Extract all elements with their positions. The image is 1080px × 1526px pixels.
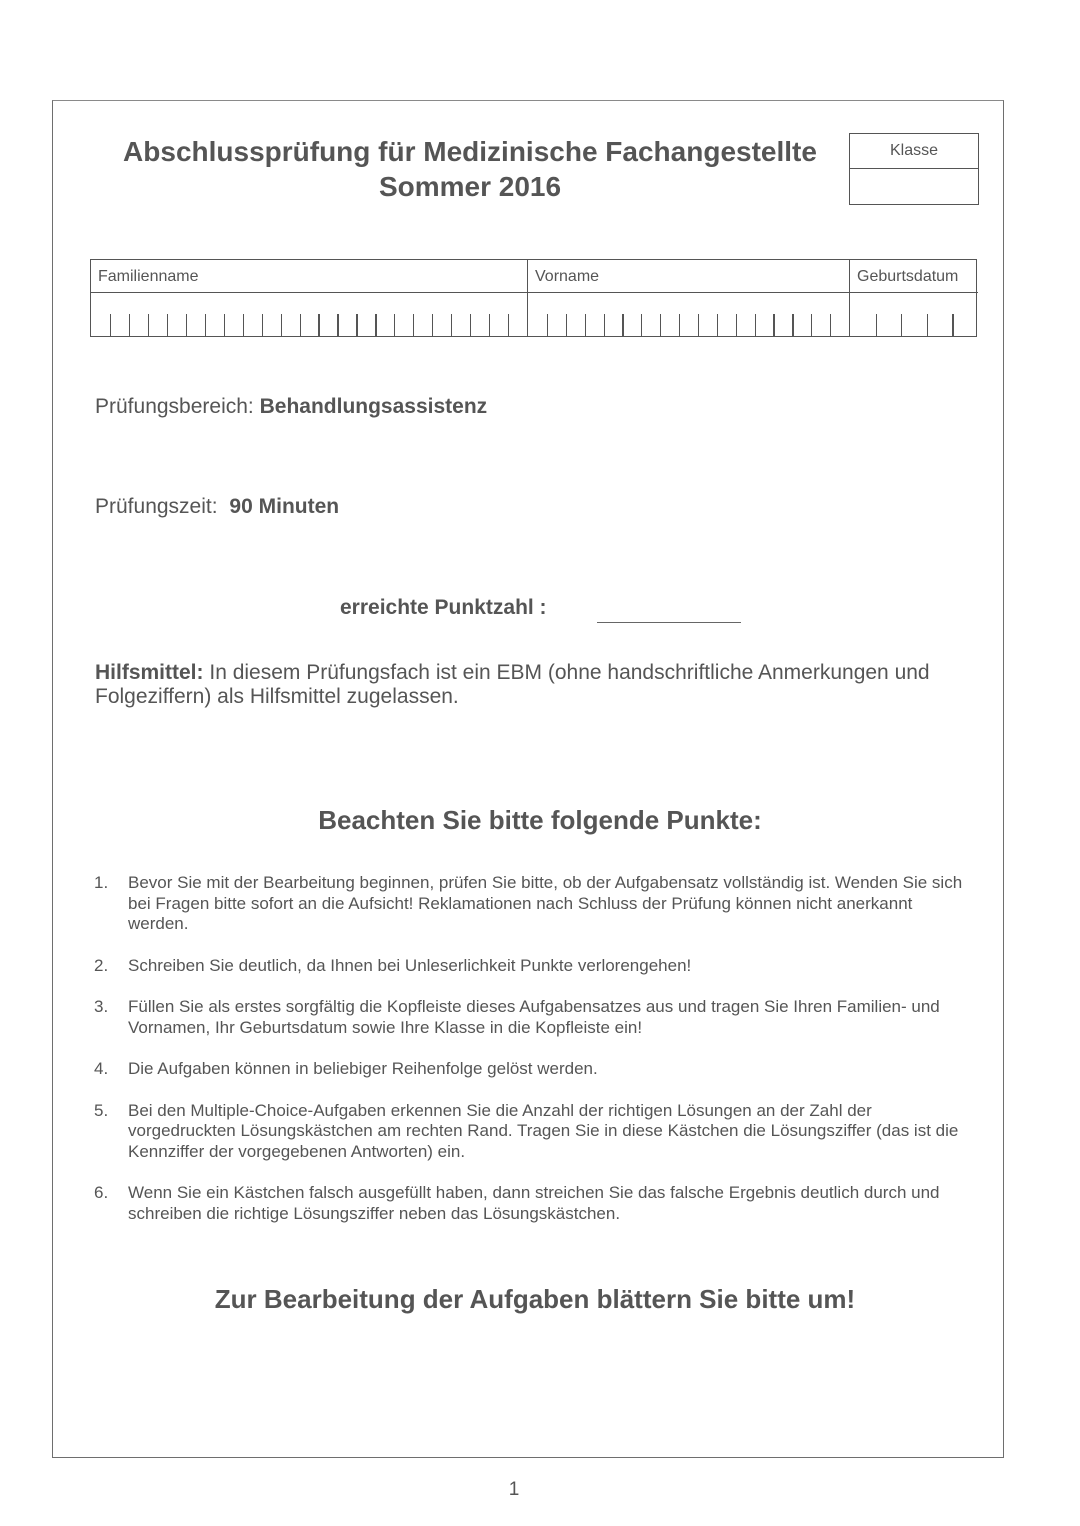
- comb-tick: [585, 314, 586, 336]
- comb-tick: [413, 314, 414, 336]
- comb-tick: [736, 314, 737, 336]
- familienname-label: Familienname: [91, 260, 527, 293]
- geburtsdatum-ticks: [850, 314, 978, 336]
- name-header-table: [90, 259, 977, 337]
- hilfsmittel-text: In diesem Prüfungsfach ist ein EBM (ohne handschriftliche Anmerkungen und Folgeziffern) als Hilfsmittel zugelassen.: [95, 661, 930, 708]
- instruction-number: 3.: [94, 997, 109, 1016]
- pruefungszeit-line: [95, 495, 339, 519]
- instruction-text: Die Aufgaben können in beliebiger Reihenfolge gelöst werden.: [128, 1059, 598, 1078]
- comb-tick: [262, 314, 263, 336]
- title-line-1: Abschlussprüfung für Medizinische Fachangestellte: [123, 136, 817, 167]
- comb-tick: [451, 314, 452, 336]
- comb-tick: [356, 314, 357, 336]
- instruction-number: 4.: [94, 1059, 109, 1078]
- vorname-ticks: [528, 314, 849, 336]
- comb-tick: [641, 314, 642, 336]
- pruefungsbereich-label: Prüfungsbereich:: [95, 395, 254, 418]
- comb-tick: [830, 314, 831, 336]
- page-turn-notice: Zur Bearbeitung der Aufgaben blättern Sie bitte um!: [214, 1284, 856, 1314]
- familienname-ticks: [91, 314, 527, 336]
- instructions-title: Beachten Sie bitte folgende Punkte:: [318, 805, 762, 835]
- hilfsmittel-block: [95, 661, 985, 709]
- pruefungsbereich-line: [95, 395, 487, 419]
- instruction-text: Bei den Multiple-Choice-Aufgaben erkennen Sie die Anzahl der richtigen Lösungen an der Zahl der vorgedruckten Lösungskästchen am rechten Rand. Tragen Sie in diese Kästchen die Lösungsziffer (das ist die Kennziffer der vorgegebenen Antworten) ein.: [128, 1100, 959, 1161]
- punktzahl-label: erreichte Punktzahl :: [340, 596, 547, 619]
- instruction-text: Wenn Sie ein Kästchen falsch ausgefüllt haben, dann streichen Sie das falsche Ergebnis deutlich durch und schreiben die richtige Lösungsziffer neben das Lösungskästchen.: [128, 1183, 940, 1223]
- instruction-item: [94, 1183, 974, 1224]
- comb-tick: [927, 314, 928, 336]
- comb-tick: [547, 314, 548, 336]
- comb-tick: [811, 314, 812, 336]
- comb-tick: [300, 314, 301, 336]
- instruction-item: [94, 1101, 974, 1163]
- comb-tick: [394, 314, 395, 336]
- geburtsdatum-label: Geburtsdatum: [850, 260, 978, 293]
- instruction-number: 1.: [94, 873, 109, 892]
- hilfsmittel-label: Hilfsmittel:: [95, 661, 204, 684]
- instruction-item: [94, 997, 974, 1038]
- instructions-list: [94, 873, 974, 1245]
- comb-tick: [375, 314, 376, 336]
- comb-tick: [755, 314, 756, 336]
- instruction-number: 6.: [94, 1183, 109, 1202]
- comb-tick: [604, 314, 605, 336]
- comb-tick: [876, 314, 877, 336]
- instruction-number: 5.: [94, 1100, 109, 1120]
- pruefungsbereich-value: Behandlungsassistenz: [259, 395, 488, 418]
- comb-tick: [792, 314, 793, 336]
- instruction-item: [94, 1059, 974, 1080]
- comb-tick: [470, 314, 471, 336]
- comb-tick: [205, 314, 206, 336]
- instruction-text: Schreiben Sie deutlich, da Ihnen bei Unleserlichkeit Punkte verlorengehen!: [128, 955, 692, 975]
- comb-tick: [432, 314, 433, 336]
- page-title: [100, 134, 840, 204]
- vorname-field[interactable]: [527, 260, 849, 336]
- comb-tick: [148, 314, 149, 336]
- comb-tick: [622, 314, 623, 336]
- comb-tick: [129, 314, 130, 336]
- comb-tick: [952, 314, 953, 336]
- comb-tick: [167, 314, 168, 336]
- comb-tick: [243, 314, 244, 336]
- pruefungszeit-label: Prüfungszeit:: [95, 495, 218, 518]
- instruction-item: [94, 873, 974, 935]
- klasse-field[interactable]: [849, 133, 979, 205]
- punktzahl-field[interactable]: [597, 622, 741, 623]
- comb-tick: [281, 314, 282, 336]
- comb-tick: [698, 314, 699, 336]
- comb-tick: [186, 314, 187, 336]
- geburtsdatum-field[interactable]: [849, 260, 978, 336]
- comb-tick: [337, 314, 338, 336]
- instruction-text: Füllen Sie als erstes sorgfältig die Kopfleiste dieses Aufgabensatzes aus und tragen Sie Ihren Familien- und Vornamen, Ihr Geburtsdatum sowie Ihre Klasse in die Kopfleiste ein!: [128, 997, 940, 1037]
- comb-tick: [224, 314, 225, 336]
- comb-tick: [679, 314, 680, 336]
- comb-tick: [508, 314, 509, 336]
- klasse-label: Klasse: [850, 134, 978, 169]
- page-number: 1: [508, 1479, 520, 1500]
- instruction-text: Bevor Sie mit der Bearbeitung beginnen, prüfen Sie bitte, ob der Aufgabensatz vollständig ist. Wenden Sie sich bei Fragen bitte sofort an die Aufsicht! Reklamationen nach Schluss der Prüfung können nicht anerkannt werden.: [128, 873, 963, 933]
- vorname-label: Vorname: [528, 260, 849, 293]
- comb-tick: [318, 314, 319, 336]
- comb-tick: [566, 314, 567, 336]
- comb-tick: [489, 314, 490, 336]
- title-line-2: Sommer 2016: [378, 171, 562, 202]
- comb-tick: [717, 314, 718, 336]
- comb-tick: [660, 314, 661, 336]
- instruction-item: [94, 956, 974, 977]
- comb-tick: [110, 314, 111, 336]
- comb-tick: [773, 314, 774, 336]
- comb-tick: [901, 314, 902, 336]
- instruction-number: 2.: [94, 955, 109, 975]
- pruefungszeit-value: 90 Minuten: [229, 495, 340, 518]
- familienname-field[interactable]: [91, 260, 527, 336]
